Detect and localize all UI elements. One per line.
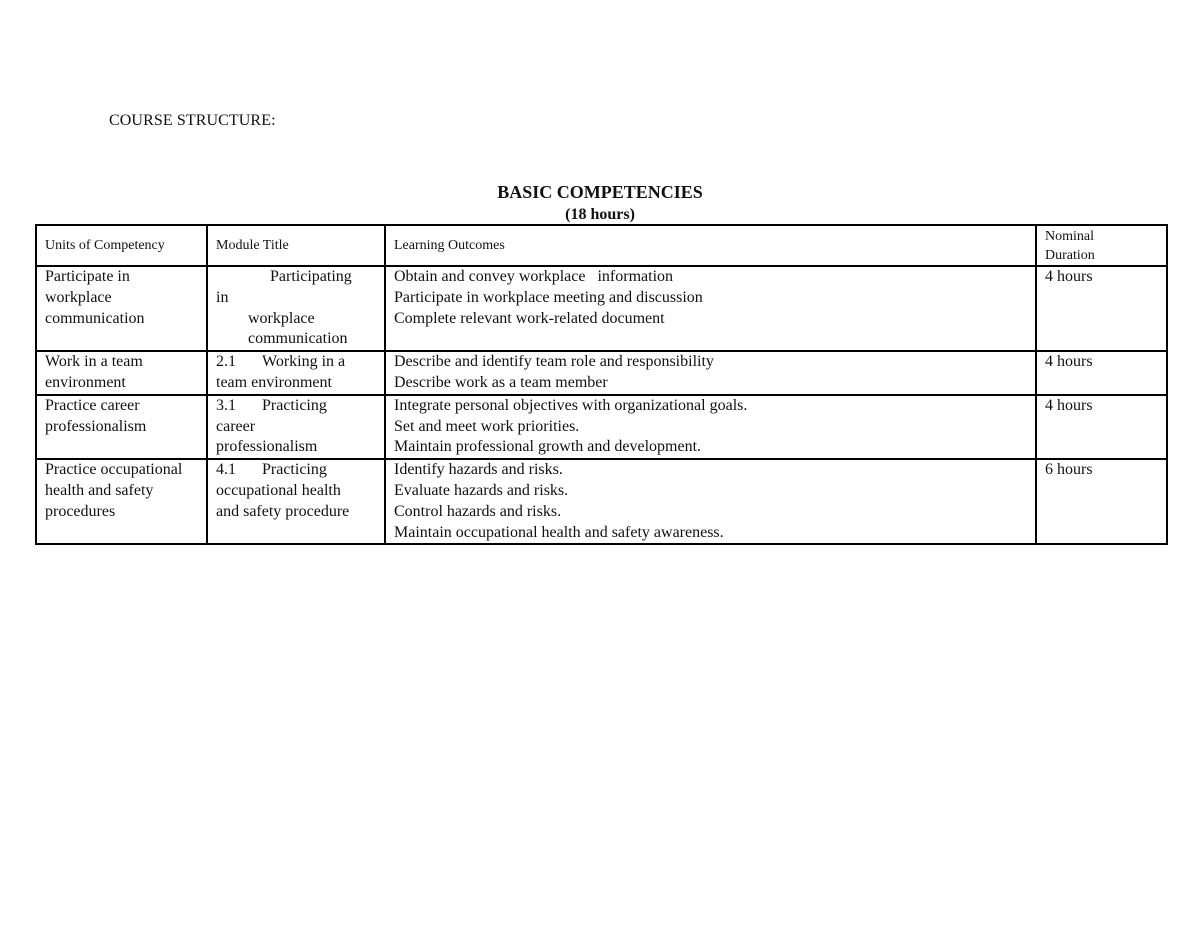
module-line: communication: [248, 330, 348, 348]
duration-value: 4 hours: [1045, 353, 1093, 371]
duration-cell: [1036, 459, 1167, 544]
module-number: 4.1: [216, 461, 236, 479]
duration-value: 6 hours: [1045, 461, 1093, 479]
module-line: and safety procedure: [216, 502, 350, 520]
header-units-of-competency: Units of Competency: [36, 225, 207, 266]
outcome-item: Set and meet work priorities.: [394, 417, 580, 435]
unit-cell: [36, 459, 207, 544]
header-duration-line1: Nominal: [1045, 229, 1094, 244]
outcome-item: Identify hazards and risks.: [394, 461, 563, 479]
section-label: COURSE STRUCTURE:: [109, 112, 276, 129]
module-title-start: Working in a: [262, 353, 346, 371]
duration-cell: [1036, 351, 1167, 395]
outcomes-cell: [385, 395, 1036, 459]
module-line: [216, 396, 376, 417]
outcome-item: Control hazards and risks.: [394, 502, 562, 520]
module-line: workplace: [248, 309, 315, 327]
unit-label: Practice occupational health and safety procedures: [45, 461, 183, 520]
table-row: [36, 459, 1167, 544]
module-number: 2.1: [216, 353, 236, 371]
header-duration-line2: Duration: [1045, 248, 1095, 263]
unit-cell: [36, 266, 207, 351]
outcome-item: Obtain and convey workplace information: [394, 268, 674, 285]
outcome-item: Describe work as a team member: [394, 373, 608, 391]
header-learning-outcomes: Learning Outcomes: [385, 225, 1036, 266]
duration-value: 4 hours: [1045, 396, 1093, 414]
duration-cell: [1036, 266, 1167, 351]
duration-cell: [1036, 395, 1167, 459]
unit-cell: [36, 351, 207, 395]
outcome-item: Maintain professional growth and development.: [394, 438, 702, 456]
unit-label: Work in a team environment: [45, 353, 143, 391]
module-number: 3.1: [216, 396, 236, 414]
table-row: [36, 395, 1167, 459]
module-cell: [207, 395, 385, 459]
document-title: BASIC COMPETENCIES: [497, 182, 703, 202]
unit-label: Participate in workplace communication: [45, 268, 145, 327]
document-subtitle: (18 hours): [565, 206, 635, 223]
module-cell: [207, 459, 385, 544]
module-line: professionalism: [216, 438, 318, 456]
outcome-item: Integrate personal objectives with organizational goals.: [394, 396, 748, 414]
outcomes-cell: [385, 351, 1036, 395]
duration-value: 4 hours: [1045, 268, 1093, 285]
module-line: team environment: [216, 373, 332, 391]
table-header-row: [36, 225, 1167, 266]
module-line: career: [216, 417, 256, 435]
outcomes-cell: [385, 266, 1036, 351]
module-line: in: [216, 288, 229, 306]
module-line: occupational health: [216, 481, 341, 499]
module-line: [216, 352, 376, 373]
module-title-start: Practicing: [262, 396, 327, 414]
module-title-start: Practicing: [262, 461, 327, 479]
module-cell: [207, 351, 385, 395]
unit-label: Practice career professionalism: [45, 396, 147, 435]
competencies-table: [35, 224, 1168, 545]
outcome-item: Participate in workplace meeting and discussion: [394, 288, 703, 306]
table-row: [36, 351, 1167, 395]
outcome-item: Maintain occupational health and safety awareness.: [394, 523, 724, 541]
module-line: [216, 460, 376, 481]
module-line: Participating: [270, 268, 352, 285]
outcome-item: Complete relevant work-related document: [394, 309, 665, 327]
header-nominal-duration: [1036, 225, 1167, 266]
table-row: [36, 266, 1167, 351]
header-module-title: Module Title: [207, 225, 385, 266]
outcomes-cell: [385, 459, 1036, 544]
unit-cell: [36, 395, 207, 459]
outcome-item: Evaluate hazards and risks.: [394, 481, 569, 499]
module-cell: [207, 266, 385, 351]
outcome-item: Describe and identify team role and responsibility: [394, 353, 714, 371]
